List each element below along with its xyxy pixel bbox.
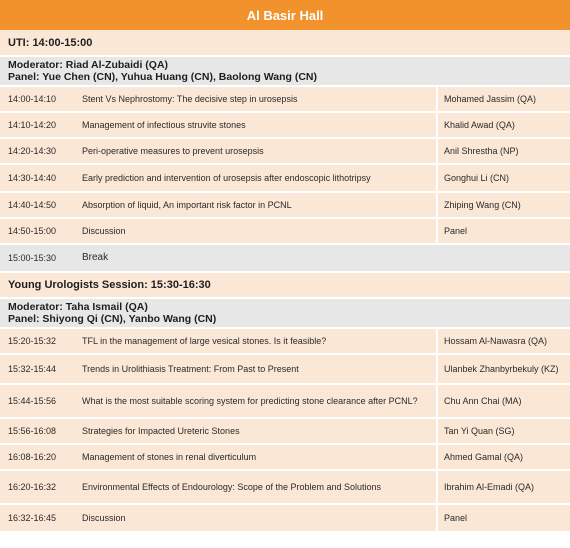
- row-time: 15:44-15:56: [8, 396, 57, 406]
- hall-title: Al Basir Hall: [246, 7, 324, 23]
- row-time: 14:10-14:20: [8, 120, 57, 130]
- schedule-row: [0, 113, 570, 139]
- row-speaker: Chu Ann Chai (MA): [436, 385, 570, 417]
- session-header-uti: [0, 30, 570, 57]
- row-speaker: Panel: [436, 505, 570, 531]
- row-speaker: Anil Shrestha (NP): [436, 139, 570, 163]
- schedule-row: [0, 505, 570, 531]
- schedule-row: [0, 219, 570, 245]
- row-time: 14:50-15:00: [8, 226, 57, 236]
- break-row: [0, 245, 570, 273]
- moderator-panel-block: [0, 299, 570, 329]
- row-time: 14:20-14:30: [8, 146, 57, 156]
- row-time: 15:00-15:30: [8, 253, 57, 263]
- row-title: What is the most suitable scoring system for predicting stone clearance after PCNL?: [82, 396, 418, 406]
- schedule-row: [0, 471, 570, 505]
- hall-header: [0, 0, 570, 30]
- row-title: Discussion: [82, 226, 126, 236]
- row-title: Environmental Effects of Endourology: Scope of the Problem and Solutions: [82, 482, 382, 492]
- schedule-row: [0, 385, 570, 419]
- row-time: 14:00-14:10: [8, 94, 57, 104]
- session-title: Young Urologists Session: 15:30-16:30: [8, 279, 211, 291]
- row-title: Early prediction and intervention of urosepsis after endoscopic lithotripsy: [82, 173, 371, 183]
- schedule-row: [0, 419, 570, 445]
- schedule-row: [0, 139, 570, 165]
- row-speaker-empty: [436, 245, 570, 271]
- row-time: 15:20-15:32: [8, 336, 57, 346]
- row-title: Stent Vs Nephrostomy: The decisive step in urosepsis: [82, 94, 298, 104]
- session-title: UTI: 14:00-15:00: [8, 36, 93, 49]
- row-speaker: Khalid Awad (QA): [436, 113, 570, 137]
- panel-line: Panel: Shiyong Qi (CN), Yanbo Wang (CN): [8, 313, 217, 325]
- schedule-row: [0, 165, 570, 193]
- schedule-row: [0, 87, 570, 113]
- schedule-row: [0, 355, 570, 385]
- row-time: 16:08-16:20: [8, 452, 57, 462]
- row-speaker: Gonghui Li (CN): [436, 165, 570, 191]
- row-time: 16:20-16:32: [8, 482, 57, 492]
- schedule-row: [0, 329, 570, 355]
- session-header-young-urologists: [0, 273, 570, 299]
- row-title: Strategies for Impacted Ureteric Stones: [82, 426, 240, 436]
- row-title: TFL in the management of large vesical stones. Is it feasible?: [82, 336, 327, 346]
- moderator-line: Moderator: Riad Al-Zubaidi (QA): [8, 59, 169, 71]
- moderator-line: Moderator: Taha Ismail (QA): [8, 301, 148, 313]
- row-time: 14:30-14:40: [8, 173, 57, 183]
- row-speaker: Hossam Al-Nawasra (QA): [436, 329, 570, 353]
- row-title: Absorption of liquid, An important risk factor in PCNL: [82, 200, 292, 210]
- row-speaker: Ulanbek Zhanbyrbekuly (KZ): [436, 355, 570, 383]
- row-speaker: Panel: [436, 219, 570, 243]
- panel-line: Panel: Yue Chen (CN), Yuhua Huang (CN), Baolong Wang (CN): [8, 71, 317, 83]
- schedule-row: [0, 445, 570, 471]
- row-title: Trends in Urolithiasis Treatment: From Past to Present: [82, 364, 299, 374]
- row-title: Management of stones in renal diverticulum: [82, 452, 257, 462]
- row-speaker: Mohamed Jassim (QA): [436, 87, 570, 111]
- row-time: 15:32-15:44: [8, 364, 57, 374]
- row-title: Discussion: [82, 513, 126, 523]
- row-title: Peri-operative measures to prevent urosepsis: [82, 146, 264, 156]
- row-speaker: Ibrahim Al-Emadi (QA): [436, 471, 570, 503]
- row-title: Management of infectious struvite stones: [82, 120, 246, 130]
- row-time: 16:32-16:45: [8, 513, 57, 523]
- schedule-row: [0, 193, 570, 219]
- row-speaker: Tan Yi Quan (SG): [436, 419, 570, 443]
- break-label: Break: [82, 252, 109, 263]
- row-speaker: Zhiping Wang (CN): [436, 193, 570, 217]
- row-time: 15:56-16:08: [8, 426, 57, 436]
- row-speaker: Ahmed Gamal (QA): [436, 445, 570, 469]
- moderator-panel-block: [0, 57, 570, 87]
- row-time: 14:40-14:50: [8, 200, 57, 210]
